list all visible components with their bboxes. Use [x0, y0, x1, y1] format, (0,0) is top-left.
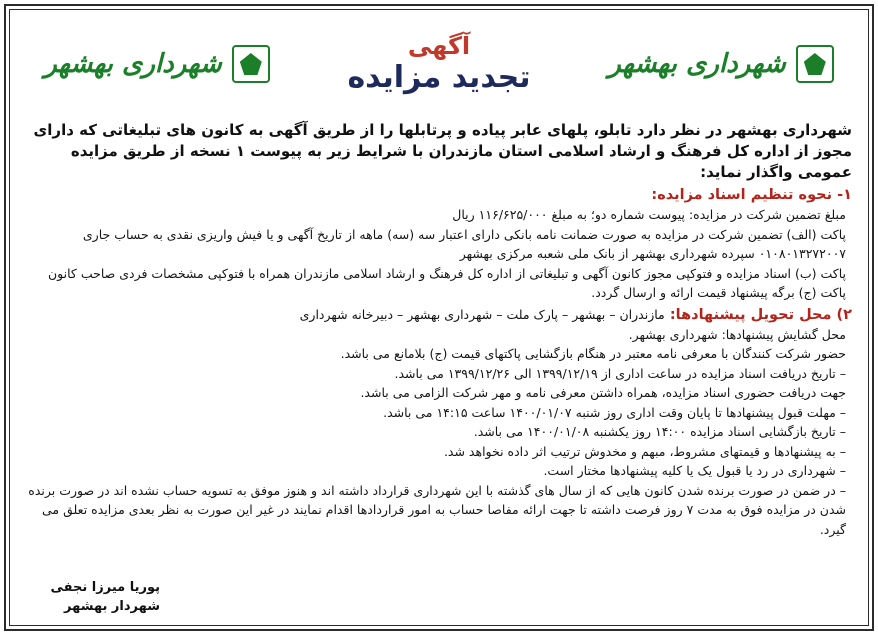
section-1-heading: ۱- نحوه تنظیم اسناد مزایده:	[651, 187, 852, 203]
section-2-line: محل گشایش پیشنهادها: شهرداری بهشهر.	[628, 326, 846, 342]
section-2-line: – مهلت قبول پیشنهادها تا پایان وقت اداری روز شنبه ۱۴۰۰/۰۱/۰۷ ساعت ۱۴:۱۵ می باشد.	[383, 404, 846, 420]
section-2-line: جهت دریافت حضوری اسناد مزایده، همراه داشتن معرفی نامه و مهر شرکت الزامی می باشد.	[360, 385, 846, 400]
logo-text: شهرداری بهشهر	[608, 49, 786, 79]
notice-title: تجدید مزایده	[347, 60, 531, 95]
section-2-line: – به پیشنهادها و قیمتهای مشروط، مبهم و مخدوش ترتیب اثر داده نخواهد شد.	[443, 443, 846, 459]
section-1-line: پاکت (الف) تضمین شرکت در مزایده به صورت ضمانت نامه بانکی دارای اعتبار سه (سه) ماهه از تاریخ آگهی و یا فیش واریزی نقدی به حساب جاری ۰۱۰۸۰۱۳۲۷۲۰۰۷ سپرده شهرداری بهشهر از بانک ملی شعبه مرکزی بهشهر	[82, 226, 846, 261]
section-2-line: – شهرداری در رد یا قبول یک یا کلیه پیشنهادها مختار است.	[543, 463, 846, 478]
section-2-line: حضور شرکت کنندگان با معرفی نامه معتبر در هنگام بازگشایی پاکتهای قیمت (ج) بلامانع می باشد.	[340, 346, 846, 361]
section-1-line: مبلغ تضمین شرکت در مزایده: پیوست شماره دو؛ به مبلغ ۱۱۶/۶۲۵/۰۰۰ ریال	[452, 207, 846, 222]
section-1-line: پاکت (ج) برگه پیشنهاد قیمت ارائه و ارسال گردد.	[591, 285, 846, 300]
notice-label: آگهی	[407, 32, 471, 60]
signature-block	[20, 578, 160, 616]
intro-paragraph: شهرداری بهشهر در نظر دارد تابلو، پلهای عابر پیاده و پرتابلها را از طریق آگهی به کانون های تبلیغاتی که دارای مجوز از اداره کل فرهنگ و ارشاد اسلامی استان مازندران با شرایط زیر به پیوست ۱ نسخه از طریق مزایده عمومی واگذار نماید:	[33, 121, 852, 181]
signatory-name: پوریا میرزا نجفی	[50, 580, 160, 595]
signatory-role: شهردار بهشهر	[64, 599, 160, 614]
section-2-line: – در ضمن در صورت برنده شدن کانون هایی که از سال های گذشته با این شهرداری قرارداد داشته اند و هنوز موفق به تسویه حساب نشده اند در صورت برنده شدن در مزایده فوق به مدت ۷ روز فرصت داشته تا جهت ارائه مفاصا حساب به امور قراردادها اقدام نمایند در غیر این صورت به نظر بعدی مزایده تعلق می گیرد.	[28, 482, 846, 537]
section-2-line: – تاریخ دریافت اسناد مزایده در ساعت اداری از ۱۳۹۹/۱۲/۱۹ الی ۱۳۹۹/۱۲/۲۶ می باشد.	[394, 365, 846, 381]
notice-body	[26, 120, 852, 539]
section-2-heading-row	[26, 305, 852, 325]
section-2-heading: ۲) محل تحویل پیشنهادها:	[669, 306, 852, 323]
logo-text: شهرداری بهشهر	[44, 49, 222, 79]
section-1-line: پاکت (ب) اسناد مزایده و فتوکپی مجوز کانون آگهی و تبلیغاتی از اداره کل فرهنگ و ارشاد اسلامی مازندران همراه با فتوکپی مشخصات فردی صاحب کانون	[47, 265, 846, 281]
delivery-address: مازندران – بهشهر – پارک ملت – شهرداری بهشهر – دبیرخانه شهرداری	[299, 306, 665, 322]
section-2-line: – تاریخ بازگشایی اسناد مزایده ۱۴:۰۰ روز یکشنبه ۱۴۰۰/۰۱/۰۸ می باشد.	[473, 424, 846, 439]
